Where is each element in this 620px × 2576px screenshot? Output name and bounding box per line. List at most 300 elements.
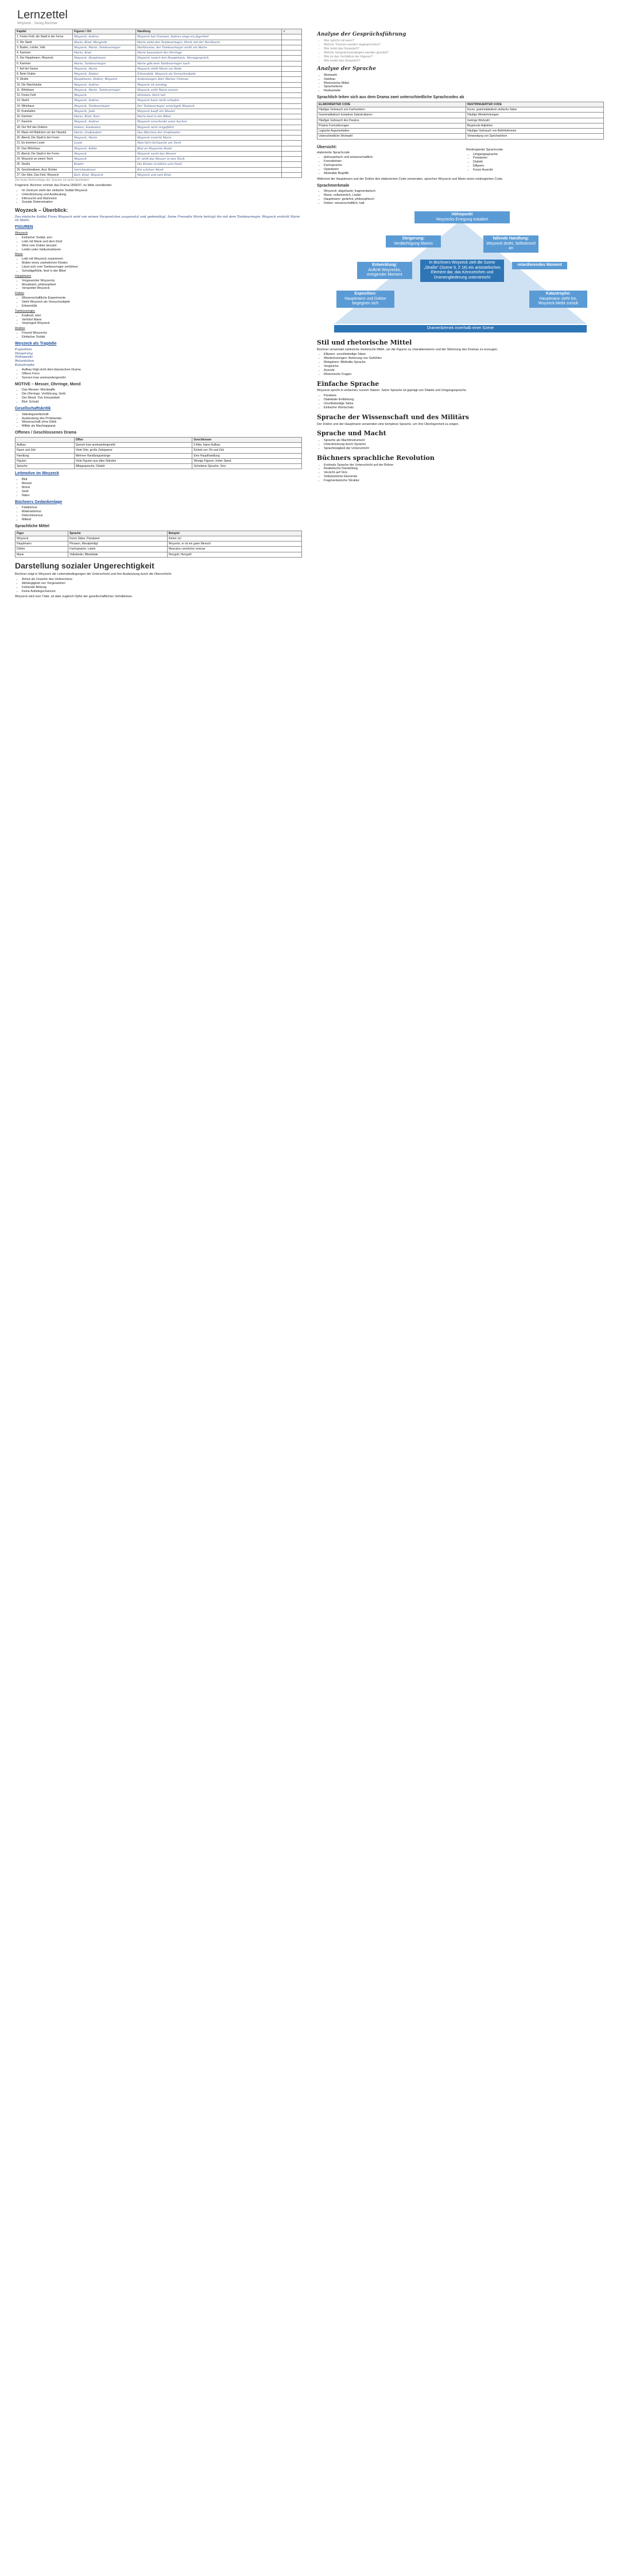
figures-list [15,231,302,339]
scene-header-action: Handlung [136,29,282,34]
language-header: Sprache [68,531,168,536]
list-item: • Mond [22,486,302,490]
table-cell: Alltagssprache, Dialekt [74,464,192,469]
list-item: • Hypotaxen [324,168,455,172]
table-cell: Volkslieder, Bibelzitate [68,552,168,557]
table-row [16,114,302,119]
leitmotiv-list [22,478,302,497]
figure-name: Hauptmann [15,274,32,278]
stil-text: Büchner verwendet zahlreiche rhetorische Mittel, um die Figuren zu charakterisieren und die Stimmung des Dramas zu erzeugen. [317,347,498,351]
code-table-body [317,107,604,140]
language-header: Figur [16,531,68,536]
list-item: • Vergleiche [324,365,604,369]
table-cell: 1. Freies Feld, die Stadt in der Ferne [16,34,73,40]
table-cell: Raum und Zeit [16,448,75,453]
table-row [16,66,302,71]
table-row [16,458,302,463]
overview-label: Übersicht: [317,145,337,149]
list-item: • Unvollständige Sätze [324,402,604,406]
table-cell: 22. Das Wirtshaus [16,146,73,151]
table-cell: Woyzeck ersticht Marie [136,136,282,141]
pyramid-left-mid [357,262,412,279]
elaborated-title: elaborierte Sprachcode [317,151,350,155]
figure-block [15,292,302,308]
pyramid-top [414,211,510,224]
leitmotiv-heading: Leitmotive im Woyzeck [15,471,59,476]
list-item: • Rhetorische Mittel [324,82,604,86]
motifs-heading: MOTIVE – Messer, Ohrringe, Mond [15,382,81,386]
macht-heading: Sprache und Macht [317,430,386,438]
compare-table-body [16,443,302,469]
table-row [16,448,302,453]
table-cell: Aufbau [16,443,75,448]
table-cell [282,109,302,114]
table-row [16,167,302,172]
list-item: • Natur [22,494,302,498]
list-item: • Ellipsen: unvollständige Sätze [324,353,604,357]
list-item: • Schuldgefühle, liest in der Bibel [22,269,302,273]
table-cell [282,141,302,146]
table-cell: Handlung [16,453,75,458]
mood-heading: Büchners Gedankenlage [15,500,63,504]
list-item: • Sieht Woyzeck als Versuchsobjekt [22,300,302,304]
table-cell: Woyzeck wird vorgeführt [136,125,282,130]
list-item: • Lässt sich vom Tambourmajor verführen [22,265,302,269]
tragedy-heading: Woyzeck als Tragödie [15,341,57,346]
table-cell: Kurze, grammatikalisch einfache Sätze [466,107,603,113]
table-cell: Woyzeck verschenkt seine Sachen [136,119,282,125]
table-cell: Woyzeck, Jude [73,109,136,114]
list-item: • Lebt mit Marie und dem Kind [22,240,302,244]
list-item: • Abstrakte Begriffe [324,172,455,176]
scene-table-body [16,34,302,178]
table-cell: Woyzeck und sein Kind [136,172,282,177]
table-row [16,61,302,66]
list-item: • Fragmentarische Struktur [324,479,604,483]
end-text: Woyzeck wird zum Täter, ist aber zugleich Opfer der gesellschaftlichen Verhältnisse. [15,594,133,598]
overview-text: Das einfache Soldat Franz Woyzeck wird von seinen Vorgesetzten ausgenutzt und gedemütigt. Seine Freundin Marie betrügt ihn mit dem Tambourmajor. Woyzeck ersticht Marie im Wahn. [15,215,300,223]
table-cell: Marie bewundert die Ohrringe [136,51,282,56]
table-row [16,51,302,56]
table-cell: Woyzeck, Andres [73,82,136,87]
table-cell [282,151,302,156]
tragedy-term: Retardation [15,359,34,363]
table-row [16,162,302,167]
table-cell: 19. Marie mit Mädchen vor der Haustür [16,130,73,135]
table-cell: Marie liest in der Bibel [136,114,282,119]
speech-heading: Sprachmerkmale [317,183,350,188]
table-cell: Woyzeck kauft ein Messer [136,109,282,114]
pyramid-top-label: Höhepunkt [451,212,473,216]
table-cell [282,66,302,71]
table-cell: Doktor [16,547,68,552]
compare-header-row [16,437,302,442]
table-cell [282,56,302,61]
table-cell: 23. Abend, Die Stadt in der Ferne [16,151,73,156]
table-row [16,552,302,557]
code-header: ELABORIERTER CODE [317,102,466,107]
pyramid-right-up [483,235,538,253]
table-cell: 7. Auf der Gasse [16,66,73,71]
table-cell: Marie, Kind, Margreth [73,40,136,45]
figure-traits [22,279,302,291]
pyramid-exposition-sub: Hauptmann und Doktor begegnen sich [344,296,386,306]
table-cell: Grammatikalisch komplexe Satzstrukturen [317,113,466,118]
table-row [317,123,604,128]
sprache-list [324,74,604,93]
table-cell: Phrasen, Moralpredigt [68,541,168,547]
table-cell: Unterschiedliche Wortwahl [317,134,466,139]
table-cell: Blut an Woyzecks Hand [136,146,282,151]
list-item: • Welche Gesprächsstrategien werden genutzt? [324,51,604,55]
motifs-list [22,388,302,404]
table-cell: 15. Kramladen [16,109,73,114]
restricted-list [473,153,604,172]
table-cell: Verwendung von Sprichwörtern [466,134,603,139]
table-cell: Häufiger Gebrauch von Fachwörtern [317,107,466,113]
figure-block [15,310,302,326]
table-cell: 24. Woyzeck an einem Teich [16,157,73,162]
compare-header: Geschlossen [192,437,302,442]
list-item: • Freund Woyzecks [22,331,302,335]
restricted-title: Restringierter Sprachcode [466,148,503,152]
list-item: • Vorgesetzter Woyzecks [22,279,302,283]
figure-block [15,274,302,291]
table-cell: 27. Der Idiot, Das Kind, Woyzeck [16,172,73,177]
table-cell [282,51,302,56]
table-cell: 5. Der Hauptmann, Woyzeck [16,56,73,61]
list-item: • Einfacher Wortschatz [324,406,604,410]
table-cell: Erbsendiät, Woyzeck als Versuchsobjekt [136,72,282,77]
table-cell: 11. Wirtshaus [16,87,73,92]
list-item: • Im Zentrum steht der einfache Soldat Woyzeck [22,189,302,193]
table-cell: Wenige Figuren, hoher Stand [192,458,302,463]
table-cell: Kurze Sätze, Parataxen [68,536,168,541]
list-item: • Materialismus [22,510,302,514]
macht-list [324,439,604,451]
table-cell: Woyzeck, Käthe [73,146,136,151]
table-cell [282,40,302,45]
table-row [16,125,302,130]
list-item: • Ausrufe [324,369,604,373]
list-item: • Sprachlosigkeit der Unterschicht [324,447,604,451]
list-item: • Einfacher Soldat [22,335,302,339]
table-cell: 13. Nacht [16,98,73,103]
table-cell: Marie gibt dem Tambourmajor nach [136,61,282,66]
table-row [16,141,302,146]
table-cell: Marie, Großmutter [73,130,136,135]
list-item: • Unterdrückung durch Sprache [324,443,604,447]
table-row [16,151,302,156]
table-cell: Woyzeck rasiert den Hauptmann, Moralgespräch [136,56,282,61]
list-item: • Realistische Darstellung [324,467,604,471]
table-row [16,119,302,125]
table-row [317,118,604,123]
list-item: • Wie endet das Gespräch? [324,59,604,63]
list-item: • Kraftvoll, eitel [22,314,302,318]
table-row [317,129,604,134]
table-cell: Woyzeck, Doktor [73,72,136,77]
table-cell: 9. Straße [16,77,73,82]
list-item: • Redeanteile [324,89,604,93]
overview-heading: Woyzeck – Überblick: [15,207,68,214]
list-item: • Fatalismus [22,506,302,510]
table-cell: Viele Orte, große Zeitspanne [74,448,192,453]
table-cell [282,103,302,109]
tragedy-term: Katastrophe [15,363,35,368]
list-item: • Dialekt [473,160,604,164]
compare-heading: Offenes / Geschlossenes Drama [15,431,76,435]
list-item: • Abhängigkeit von Vorgesetzten [22,582,302,586]
table-cell: Einheit von Ort und Zeit [192,448,302,453]
einfach-heading: Einfache Sprache [317,380,379,388]
figure-traits [22,236,302,252]
table-cell: Immer zu! [167,536,301,541]
table-row [16,146,302,151]
table-cell [282,98,302,103]
table-cell: Woyzeck, Andres [73,119,136,125]
table-cell [282,125,302,130]
einfach-list [324,394,604,410]
table-cell: 18. Der Hof des Doktors [16,125,73,130]
table-cell: 5 Akte, klarer Aufbau [192,443,302,448]
table-cell: 2. Die Stadt [16,40,73,45]
figure-name: Doktor [15,292,25,296]
table-cell: Geringe Wortzahl [466,118,603,123]
elaborated-block [317,143,455,177]
stil-list [324,353,604,376]
table-cell: Das Märchen der Großmutter [136,130,282,135]
table-row [16,172,302,177]
table-cell: Fachsprache, Latein [68,547,168,552]
page-subtitle: Woyzeck · Georg Büchner [17,22,58,25]
list-item: • Wissenschaft ohne Ethik [22,420,302,424]
table-row [16,98,302,103]
table-cell: Woyzeck [73,157,136,162]
code-header-row [317,102,604,107]
table-cell: Woyzeck [73,93,136,98]
pyramid-base [334,325,587,332]
table-row [16,87,302,92]
social-list [22,413,302,429]
list-item: • Parataxe [324,394,604,398]
list-item: • Satzbau [324,78,604,82]
table-row [16,45,302,50]
table-cell [282,45,302,50]
table-cell [282,172,302,177]
list-item: • Einfacher Soldat, arm [22,236,302,240]
list-item: • Die Ohrringe: Verführung, Geld [22,392,302,396]
table-row [16,136,302,141]
figure-traits [22,314,302,326]
table-row [317,134,604,139]
pyramid-catastrophe-label: Katastrophe: [545,291,571,296]
mood-list [22,506,302,522]
list-item: • Umgangssprache [473,153,604,157]
table-cell: Die Kinder erzählen vom Fund [136,162,282,167]
pyramid-left-mid-label: Entwicklung: [372,262,397,267]
table-cell [282,136,302,141]
table-row [16,72,302,77]
table-row [16,34,302,40]
table-cell [282,157,302,162]
table-row [16,93,302,98]
table-cell: Häufiger Gebrauch von Befehlsformen [466,129,603,134]
table-cell: Woyzeck, Tambourmajor [73,103,136,109]
list-item: • Geld [22,490,302,494]
table-cell: Szenen lose aneinandergereiht [74,443,192,448]
scene-table [15,29,302,178]
table-cell: Woyzeck hat Visionen, Andres singt ein Jägerlied [136,34,282,40]
table-row [16,109,302,114]
middle-text: Während der Hauptmann und der Doktor den elaborierten Code verwenden, sprechen Woyzeck und Marie einen restringierten Code. [317,177,503,181]
table-cell: Woyzeck, Marie, Tambourmajor [73,87,136,92]
list-item: • Wie ist das Verhältnis der Figuren? [324,55,604,59]
intro-bullets [22,189,302,205]
table-cell: Viele Figuren aus allen Ständen [74,458,192,463]
table-cell: Woyzeck, Andres [73,34,136,40]
language-header-row [16,531,302,536]
revol-heading: Büchners sprachliche Revolution [317,454,435,462]
einfach-text: Woyzeck spricht in einfachen, kurzen Sätzen. Seine Sprache ist geprägt von Dialekt und Umgangssprache. [317,389,467,393]
table-row [16,547,302,552]
language-header: Beispiel [167,531,301,536]
tragedy-term: Exposition [15,347,32,351]
list-item: • Mitleid [22,518,302,522]
table-cell: 6. Kammer [16,61,73,66]
table-cell: Marie, Kind [73,51,136,56]
pyramid-center [420,260,504,282]
analyse-heading: Analyse der Gesprächsführung [317,32,406,37]
table-cell [282,87,302,92]
pyramid-catastrophe [529,291,587,308]
darstellung-text: Büchner zeigt in Woyzeck die Lebensbedingungen der Unterschicht und ihre Ausbeutung durch die Oberschicht. [15,573,172,577]
darstellung-list [22,578,302,594]
table-cell: Woyzeck stellt Marie zur Rede [136,66,282,71]
table-cell: Woyzeck, Marie [73,66,136,71]
table-cell [282,93,302,98]
figure-block [15,253,302,273]
list-item: • Erbsendiät [22,304,302,308]
figure-name: Andres [15,327,25,331]
table-cell: 3. Buden, Lichter, Volk [16,45,73,50]
list-item: • Rhetorische Fragen [324,373,604,377]
figure-block [15,327,302,339]
table-cell: Kinder [73,162,136,167]
scene-header-figures: Figuren / Ort [73,29,136,34]
table-cell: Ein schöner Mord [136,167,282,172]
pyramid-catastrophe-sub: Hauptmann zieht los, Woyzeck bleibt zurück [538,296,579,306]
language-table-heading: Sprachliche Mittel [15,524,49,528]
table-row [16,536,302,541]
list-item: • Wiederholungen: Betonung von Gefühlen [324,357,604,361]
table-cell: 25. Straße [16,162,73,167]
table-cell: 21. Es kommen Leute [16,141,73,146]
code-table [317,102,604,140]
darstellung-heading: Darstellung sozialer Ungerechtigkeit [15,560,154,570]
table-row [16,464,302,469]
table-cell: Woyzeck, Marie [73,136,136,141]
figure-block [15,231,302,252]
list-item: • Verprügelt Woyzeck [22,322,302,326]
list-item: • Mutter eines unehelichen Kindes [22,261,302,265]
table-cell [282,77,302,82]
table-cell: Woyzeck, Hauptmann [73,56,136,61]
list-item: • Wissenschaftliche Experimente [22,296,302,300]
table-cell: Musculus constrictor vesicae [167,547,301,552]
list-item: • Militär als Machtapparat [22,424,302,428]
list-item: • Wer spricht mit wem? [324,39,604,43]
code-heading: Sprachlich leiten sich aus dem Drama zwei unterschiedliche Sprachcodes ab [317,95,464,100]
pyramid-right-up-sub: Woyzeck droht, Selbstmord an [486,241,536,251]
scene-header-check: ✓ [282,29,302,34]
figure-name: Marie [15,253,23,257]
list-item: • Erstmals Sprache der Unterschicht auf der Bühne [324,463,604,467]
table-cell: Woyzeck, Marie, Tambourmajor [73,45,136,50]
list-item: • Soziale Determination [22,200,302,204]
table-cell: Stimmen: Stich tot! [136,93,282,98]
table-cell: Doktor, Studenten [73,125,136,130]
table-cell: 4. Kammer [16,51,73,56]
table-cell: Woyzeck kann nicht schlafen [136,98,282,103]
list-item: • Woyzeck: abgehackt, fragmentarisch [324,189,604,194]
list-item: • Determinismus [22,514,302,518]
figure-name: Woyzeck [15,231,28,235]
revol-list [324,463,604,483]
table-cell: Marie, Kind, Narr [73,114,136,119]
scene-table-header [16,29,302,34]
list-item: • Ausbeutung des Proletariats [22,417,302,421]
figures-heading: FIGUREN [15,225,33,230]
table-cell: Begrenzte Adjektive [466,123,603,128]
list-item: • Ellipsen [473,164,604,168]
table-cell: 20. Abend, Die Stadt in der Ferne [16,136,73,141]
table-cell: Woyzeck, er ist ein guter Mensch [167,541,301,547]
list-item: • Der Mond: Tod, Einsamkeit [22,396,302,400]
table-cell: Andeutungen über Maries Untreue [136,77,282,82]
table-cell: Eine Haupthandlung [192,453,302,458]
analyse-list [324,39,604,63]
table-cell: Hauptmann [16,541,68,547]
list-item: • Moralisiert, philosophiert [22,283,302,287]
pyramid-right-mid-label: retardierendes Moment [517,262,562,267]
list-item: • Volkstümliche Elemente [324,475,604,479]
restricted-block [466,143,604,177]
table-cell: Marie sieht den Tambourmajor, Streit mit der Nachbarin [136,40,282,45]
table-cell: Leute [73,141,136,146]
figure-name: Tambourmajor [15,309,36,313]
pyramid-center-text: In Büchners Woyzeck zielt die Szene „Straße“ (Szene 9, Z 18) ein aristotelisches Element dar, das Kennzeichen und Dramengliederung unterstreicht [424,260,501,280]
wissen-text: Der Doktor und der Hauptmann verwenden eine komplexe Sprache, um ihre Überlegenheit zu zeigen. [317,422,459,426]
table-cell: 14. Wirtshaus [16,103,73,109]
table-row [16,453,302,458]
table-cell: Woyzeck ist unruhig [136,82,282,87]
table-cell: Man hört Geräusche am Teich [136,141,282,146]
code-header: RESTRINGIERTER CODE [466,102,603,107]
table-cell [282,72,302,77]
table-cell: 12. Freies Feld [16,93,73,98]
compare-table [15,437,302,470]
speech-list [324,189,604,206]
list-item: • Parataxen [473,156,604,160]
stil-heading: Stil und rhetorische Mittel [317,338,412,346]
table-cell: Hauptmann, Doktor, Woyzeck [73,77,136,82]
table-row [16,443,302,448]
table-cell: Häufige Wiederholungen [466,113,603,118]
table-cell: Häufiger Gebrauch des Passivs [317,118,466,123]
table-cell: Woyzeck sucht das Messer [136,151,282,156]
list-item: • Wer lenkt das Gespräch? [324,47,604,51]
